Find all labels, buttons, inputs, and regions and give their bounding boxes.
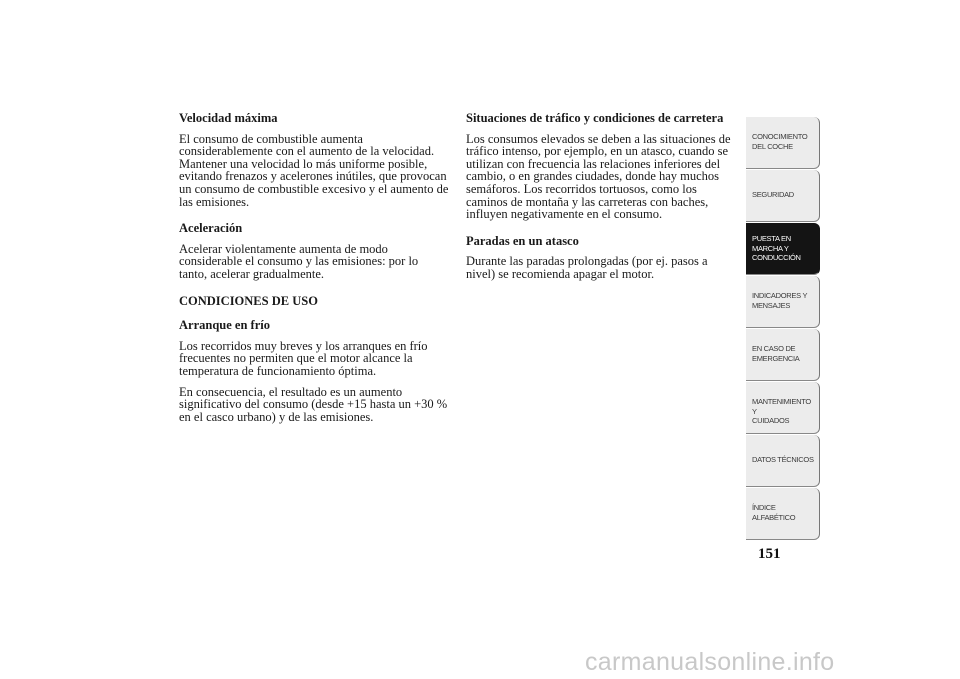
tab-label-line: MARCHA Y xyxy=(752,243,789,253)
heading-condiciones-de-uso: CONDICIONES DE USO xyxy=(179,293,318,308)
tab-label-line: ÍNDICE xyxy=(752,503,776,512)
left-column xyxy=(179,112,449,431)
tab-en-caso-de-emergencia[interactable] xyxy=(746,329,820,381)
tab-mantenimiento-y-cuidados[interactable] xyxy=(746,382,820,434)
tab-conocimiento-del-coche[interactable] xyxy=(746,117,820,169)
tab-label-line: EMERGENCIA xyxy=(752,353,800,363)
heading-paradas-en-un-atasco: Paradas en un atasco xyxy=(466,233,579,248)
tab-label-line: EN CASO DE xyxy=(752,344,796,353)
page-number: 151 xyxy=(758,546,781,562)
tab-label-line: PUESTA EN xyxy=(752,234,791,243)
heading-aceleracion: Aceleración xyxy=(179,221,243,236)
heading-situaciones-de-trafico: Situaciones de tráfico y condiciones de carretera xyxy=(466,111,724,125)
tab-label-line: MENSAJES xyxy=(752,300,791,310)
text-situaciones-de-trafico: Los consumos elevados se deben a las situaciones de tráfico intenso, por ejemplo, en un atasco, cuando se utilizan con frecuencia las relaciones inferiores del cambio, o en grandes ciudades, donde hay muchos semáforos. Los recorridos tortuosos, como los caminos de montaña y las carreteras con baches, influyen negativamente en el consumo. xyxy=(466,131,731,222)
tab-label-line: ALFABÉTICO xyxy=(752,512,796,522)
tab-label-line: DATOS TÉCNICOS xyxy=(752,455,814,464)
tab-label-line: MANTENIMIENTO Y xyxy=(752,397,811,416)
tab-seguridad[interactable] xyxy=(746,170,820,222)
chapter-tabs xyxy=(746,117,820,541)
text-arranque-en-frio-1: Los recorridos muy breves y los arranques en frío frecuentes no permiten que el motor alcance la temperatura de funcionamiento óptima. xyxy=(179,338,428,378)
tab-label-line: CONDUCCIÓN xyxy=(752,253,801,262)
tab-indice-alfabetico[interactable] xyxy=(746,488,820,540)
tab-label-line: CUIDADOS xyxy=(752,416,790,425)
text-paradas-en-un-atasco: Durante las paradas prolongadas (por ej. pasos a nivel) se recomienda apagar el motor. xyxy=(466,254,708,281)
watermark-text: carmanualsonline.info xyxy=(585,648,835,676)
text-arranque-en-frio-2: En consecuencia, el resultado es un aumento significativo del consumo (desde +15 hasta un +30 % en el casco urbano) y de las emisiones. xyxy=(179,384,448,424)
right-column xyxy=(466,112,736,289)
text-aceleracion: Acelerar violentamente aumenta de modo considerable el consumo y las emisiones: por lo tanto, acelerar gradualmente. xyxy=(179,241,419,281)
heading-arranque-en-frio: Arranque en frío xyxy=(179,318,270,333)
tab-datos-tecnicos[interactable] xyxy=(746,435,820,487)
tab-indicadores-y-mensajes[interactable] xyxy=(746,276,820,328)
tab-label-line: SEGURIDAD xyxy=(752,190,794,199)
tab-label-line: CONOCIMIENTO xyxy=(752,132,808,141)
heading-velocidad-maxima: Velocidad máxima xyxy=(179,111,278,125)
text-velocidad-maxima: El consumo de combustible aumenta considerablemente con el aumento de la velocidad. Mantener una velocidad lo más uniforme posible, evitando frenazos y acelerones inútiles, que provocan un consumo de combustible excesivo y el aumento de las emisiones. xyxy=(179,131,449,209)
tab-label-line: INDICADORES Y xyxy=(752,291,808,300)
tab-label-line: DEL COCHE xyxy=(752,141,793,151)
tab-puesta-en-marcha-y-conduccion[interactable] xyxy=(746,223,820,275)
